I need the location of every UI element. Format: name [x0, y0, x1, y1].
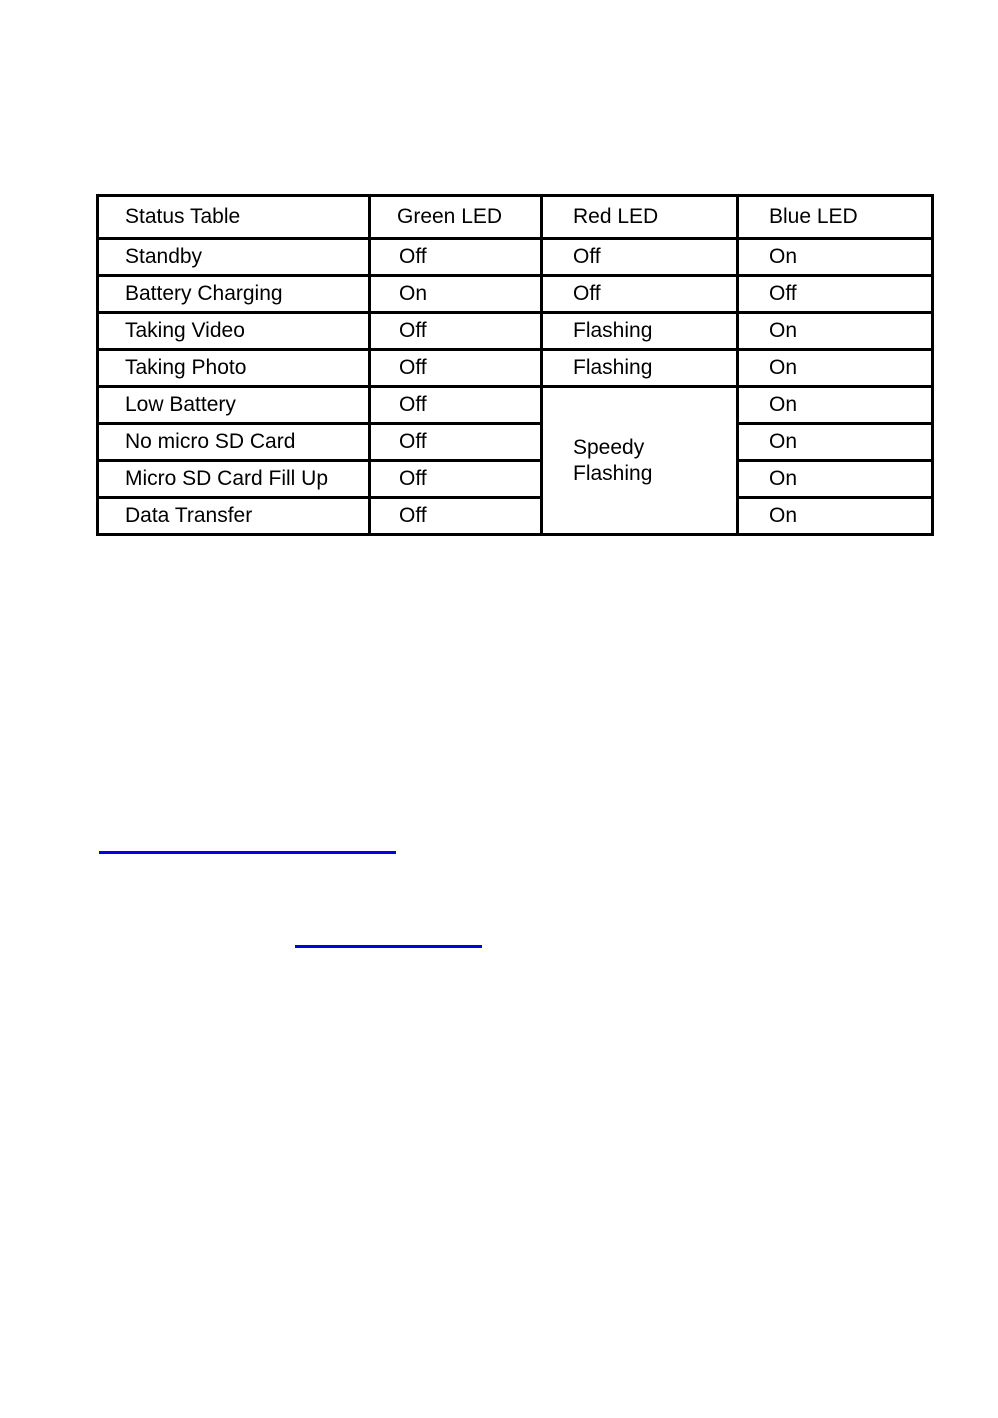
- red-led-cell: Flashing: [542, 313, 738, 350]
- status-cell: Taking Photo: [98, 350, 370, 387]
- status-cell: Low Battery: [98, 387, 370, 424]
- table-row: [98, 461, 933, 498]
- red-led-cell: Off: [542, 276, 738, 313]
- red-led-cell: Flashing: [542, 350, 738, 387]
- green-led-cell: Off: [370, 350, 542, 387]
- table-row: [98, 276, 933, 313]
- hyperlink-underline[interactable]: [295, 945, 482, 948]
- green-led-cell: On: [370, 276, 542, 313]
- table-row: [98, 498, 933, 535]
- table-row: [98, 239, 933, 276]
- green-led-cell: Off: [370, 461, 542, 498]
- blue-led-cell: On: [738, 313, 933, 350]
- green-led-cell: Off: [370, 498, 542, 535]
- status-cell: Taking Video: [98, 313, 370, 350]
- led-status-table: [96, 194, 934, 536]
- status-cell: No micro SD Card: [98, 424, 370, 461]
- blue-led-cell: On: [738, 424, 933, 461]
- status-cell: Micro SD Card Fill Up: [98, 461, 370, 498]
- green-led-cell: Off: [370, 424, 542, 461]
- red-led-cell: Off: [542, 239, 738, 276]
- hyperlink-underline[interactable]: [99, 851, 396, 854]
- blue-led-cell: On: [738, 387, 933, 424]
- blue-led-cell: On: [738, 239, 933, 276]
- blue-led-cell: On: [738, 350, 933, 387]
- status-cell: Data Transfer: [98, 498, 370, 535]
- green-led-cell: Off: [370, 387, 542, 424]
- red-led-merged-cell: [542, 387, 738, 535]
- table-header-row: [98, 196, 933, 239]
- status-cell: Battery Charging: [98, 276, 370, 313]
- header-red-led: Red LED: [542, 196, 738, 239]
- header-green-led: Green LED: [370, 196, 542, 239]
- table-row: [98, 424, 933, 461]
- blue-led-cell: On: [738, 498, 933, 535]
- header-blue-led: Blue LED: [738, 196, 933, 239]
- table-row: [98, 313, 933, 350]
- blue-led-cell: On: [738, 461, 933, 498]
- red-led-merged-line-2: Flashing: [573, 461, 653, 485]
- table-row: [98, 387, 933, 424]
- green-led-cell: Off: [370, 239, 542, 276]
- blue-led-cell: Off: [738, 276, 933, 313]
- table-row: [98, 350, 933, 387]
- status-cell: Standby: [98, 239, 370, 276]
- header-status: Status Table: [98, 196, 370, 239]
- red-led-merged-line-1: Speedy: [573, 435, 645, 459]
- green-led-cell: Off: [370, 313, 542, 350]
